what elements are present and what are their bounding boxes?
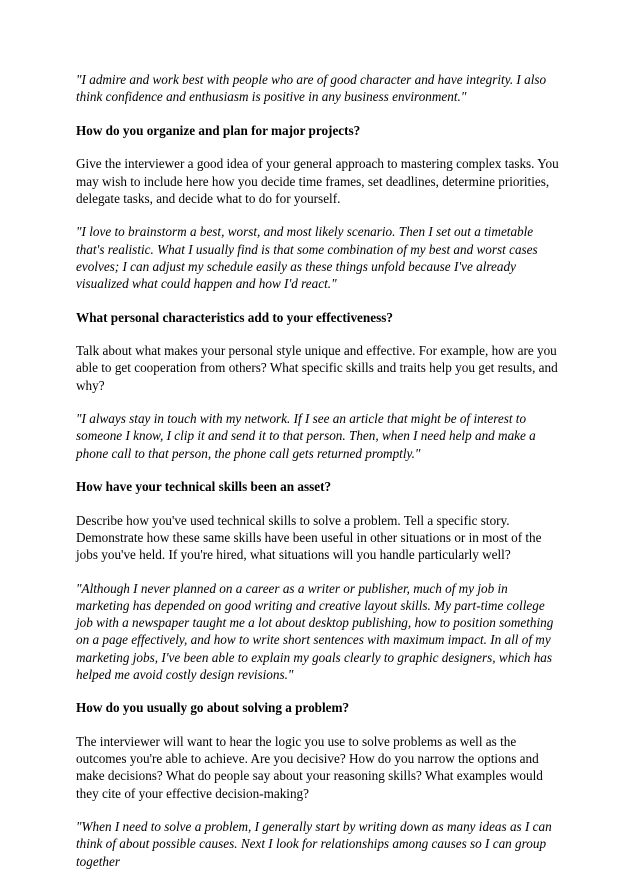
example-answer-personal-characteristics: "I always stay in touch with my network. If I see an article that might be of interest to someone I know, I clip it and send it to that person. Then, when I need help and make a phone call to that person, the phone call gets returned promptly."	[76, 411, 536, 461]
question-technical-skills: How have your technical skills been an asset?	[76, 479, 332, 495]
example-answer-character: "I admire and work best with people who are of good character and have integrity. I also think confidence and enthusiasm is positive in any business environment."	[76, 72, 547, 105]
document-page	[76, 71, 564, 886]
question-organize-projects: How do you organize and plan for major projects?	[76, 122, 361, 138]
question-solving-problem: How do you usually go about solving a problem?	[76, 700, 350, 716]
advice-organize-projects: Give the interviewer a good idea of your general approach to mastering complex tasks. You may wish to include here how you decide time frames, set deadlines, determine priorities, delegate tasks, and decide what to do for yourself.	[76, 156, 559, 206]
example-answer-organize-projects: "I love to brainstorm a best, worst, and most likely scenario. Then I set out a timetable that's realistic. What I usually find is that some combination of my best and worst cases evolves; I can adjust my schedule easily as these things unfold because I've already visualized what could happen and how I'd react."	[76, 224, 538, 291]
question-personal-characteristics: What personal characteristics add to your effectiveness?	[76, 309, 393, 325]
advice-technical-skills: Describe how you've used technical skills to solve a problem. Tell a specific story. Demonstrate how these same skills have been useful in other situations or in most of the jobs you've held. If you're hired, what situations will you handle particularly well?	[76, 512, 542, 563]
advice-personal-characteristics: Talk about what makes your personal style unique and effective. For example, how are you able to get cooperation from others? What specific skills and traits help you get results, and why?	[76, 343, 558, 393]
example-answer-technical-skills: "Although I never planned on a career as a writer or publisher, much of my job in marketing has depended on good writing and creative layout skills. My part-time college job with a newspaper taught me a lot about desktop publishing, how to position something on a page effectively, and how to write short sentences with maximum impact. In all of my marketing jobs, I've been able to explain my goals clearly to graphic designers, which has helped me avoid costly design revisions."	[76, 580, 554, 682]
advice-solving-problem: The interviewer will want to hear the logic you use to solve problems as well as the outcomes you're able to achieve. Are you decisive? How do you narrow the options and make decisions? What do people say about your reasoning skills? What examples would they cite of your effective decision-making?	[76, 733, 543, 801]
example-answer-solving-problem: "When I need to solve a problem, I generally start by writing down as many ideas as I can think of about possible causes. Next I look for relationships among causes so I can group together	[76, 819, 552, 869]
